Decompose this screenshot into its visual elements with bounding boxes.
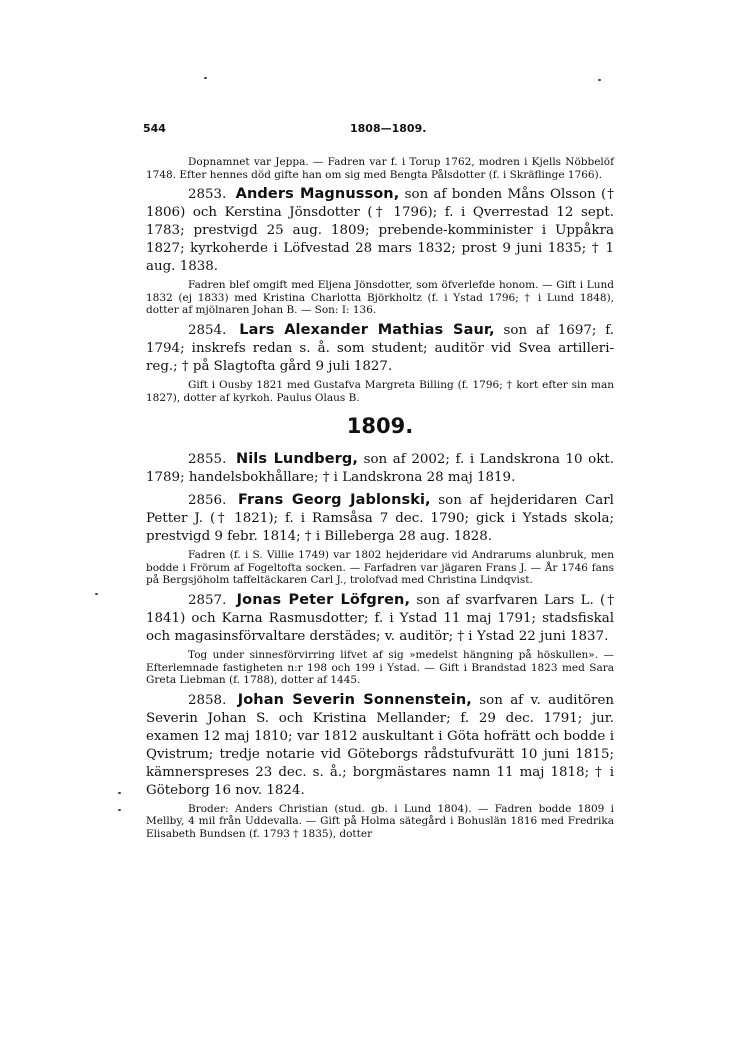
entry-text: son af hejderidaren Carl Petter J. († 1821); f. i Ramsåsa 7 dec. 1790; gick i Ystads skola; prestvigd 9 febr. 1814; † i Billeberga 28 aug. 1828. [146, 493, 614, 545]
running-head: 1808—1809. [350, 122, 427, 135]
entry-number: 2853. [188, 187, 227, 203]
page-body [146, 156, 614, 845]
entry-name: Nils Lundberg, [235, 451, 358, 468]
entry-text: son af bonden Måns Olsson († 1806) och Kerstina Jönsdotter († 1796); f. i Qverrestad 12 sept. 1783; prestvigd 25 aug. 1809; prebende-komminister i Uppåkra 1827; kyrkoherde i Löfvestad 28 mars 1832; prost 9 juni 1835; † 1 aug. 1838. [146, 187, 614, 275]
biography-entry [146, 691, 614, 800]
biography-entry [146, 450, 614, 487]
entry-name: Johan Severin Sonnenstein, [237, 691, 472, 708]
biography-entry [146, 591, 614, 646]
print-speck [598, 79, 601, 81]
footnote-paragraph: Tog under sinnesförvirring lifvet af sig »medelst hängning på höskullen». — Efterlemnade fastigheten n:r 198 och 199 i Ystad. — Gift i Brandstad 1823 med Sara Greta Liebman (f. 1788), dotter af 1445. [146, 648, 614, 687]
entry-name: Anders Magnusson, [235, 186, 400, 203]
entry-text: son af 2002; f. i Landskrona 10 okt. 1789; handelsbokhållare; † i Landskrona 28 maj 1819. [146, 452, 614, 486]
print-speck [118, 809, 121, 811]
entry-text: son af svarfvaren Lars L. († 1841) och Karna Rasmusdotter; f. i Ystad 11 maj 1791; stadsfiskal och magasinsförvaltare derstädes; v. auditör; † i Ystad 22 juni 1837. [146, 592, 615, 644]
biography-entry [146, 185, 614, 276]
footnote-paragraph: Fadren blef omgift med Eljena Jönsdotter, som öfverlefde honom. — Gift i Lund 1832 (ej 1833) med Kristina Charlotta Björkholtz (f. i Ystad 1796; † i Lund 1848), dotter af mjölnaren Johan B. — Son: I: 136. [146, 279, 614, 317]
page-number: 544 [143, 122, 166, 135]
entry-name: Jonas Peter Löfgren, [236, 591, 411, 608]
footnote-paragraph: Fadren (f. i S. Villie 1749) var 1802 hejderidare vid Andrarums alunbruk, men bodde i Frörum af Fogeltofta socken. — Farfadren var jägaren Frans J. — År 1746 fans på Bergsjöholm taffeltäckaren Carl J., trolofvad med Christina Lindqvist. [146, 549, 614, 587]
footnote-paragraph: Dopnamnet var Jeppa. — Fadren var f. i Torup 1762, modren i Kjells Nöbbelöf 1748. Efter hennes död gifte han om sig med Bengta Pålsdotter (f. i Skräflinge 1766). [146, 156, 614, 181]
year-heading: 1809. [346, 414, 414, 439]
biography-entry [146, 321, 614, 376]
entry-number: 2856. [188, 493, 227, 509]
entry-text: son af v. auditören Severin Johan S. och Kristina Mellander; f. 29 dec. 1791; jur. examen 12 maj 1810; var 1812 auskultant i Göta hofrätt och bodde i Qvistrum; tredje notarie vid Göteborgs rådstufvurätt 10 juni 1815; kämnerspreses 23 dec. s. å.; borgmästares namn 11 maj 1818; † i Göteborg 16 nov. 1824. [146, 692, 614, 798]
entry-name: Lars Alexander Mathias Saur, [239, 321, 495, 338]
print-speck [95, 593, 98, 595]
entry-text: son af 1697; f. 1794; inskrefs redan s. å. som student; auditör vid Svea artilleri-reg.; † på Slagtofta gård 9 juli 1827. [146, 322, 614, 374]
footnote-paragraph: Broder: Anders Christian (stud. gb. i Lund 1804). — Fadren bodde 1809 i Mellby, 4 mil från Uddevalla. — Gift på Holma sätegård i Bohuslän 1816 med Fredrika Elisabeth Bundsen (f. 1793 † 1835), dotter [146, 802, 614, 840]
entry-number: 2857. [188, 592, 227, 608]
entry-number: 2858. [188, 692, 227, 708]
print-speck [118, 792, 121, 794]
page-header [143, 122, 613, 140]
entry-name: Frans Georg Jablonski, [237, 492, 431, 509]
biography-entry [146, 491, 614, 546]
footnote-paragraph: Gift i Ousby 1821 med Gustafva Margreta Billing (f. 1796; † kort efter sin man 1827), dotter af kyrkoh. Paulus Olaus B. [146, 378, 614, 404]
entry-number: 2854. [188, 322, 227, 338]
entry-number: 2855. [188, 452, 227, 468]
print-speck [204, 77, 207, 79]
